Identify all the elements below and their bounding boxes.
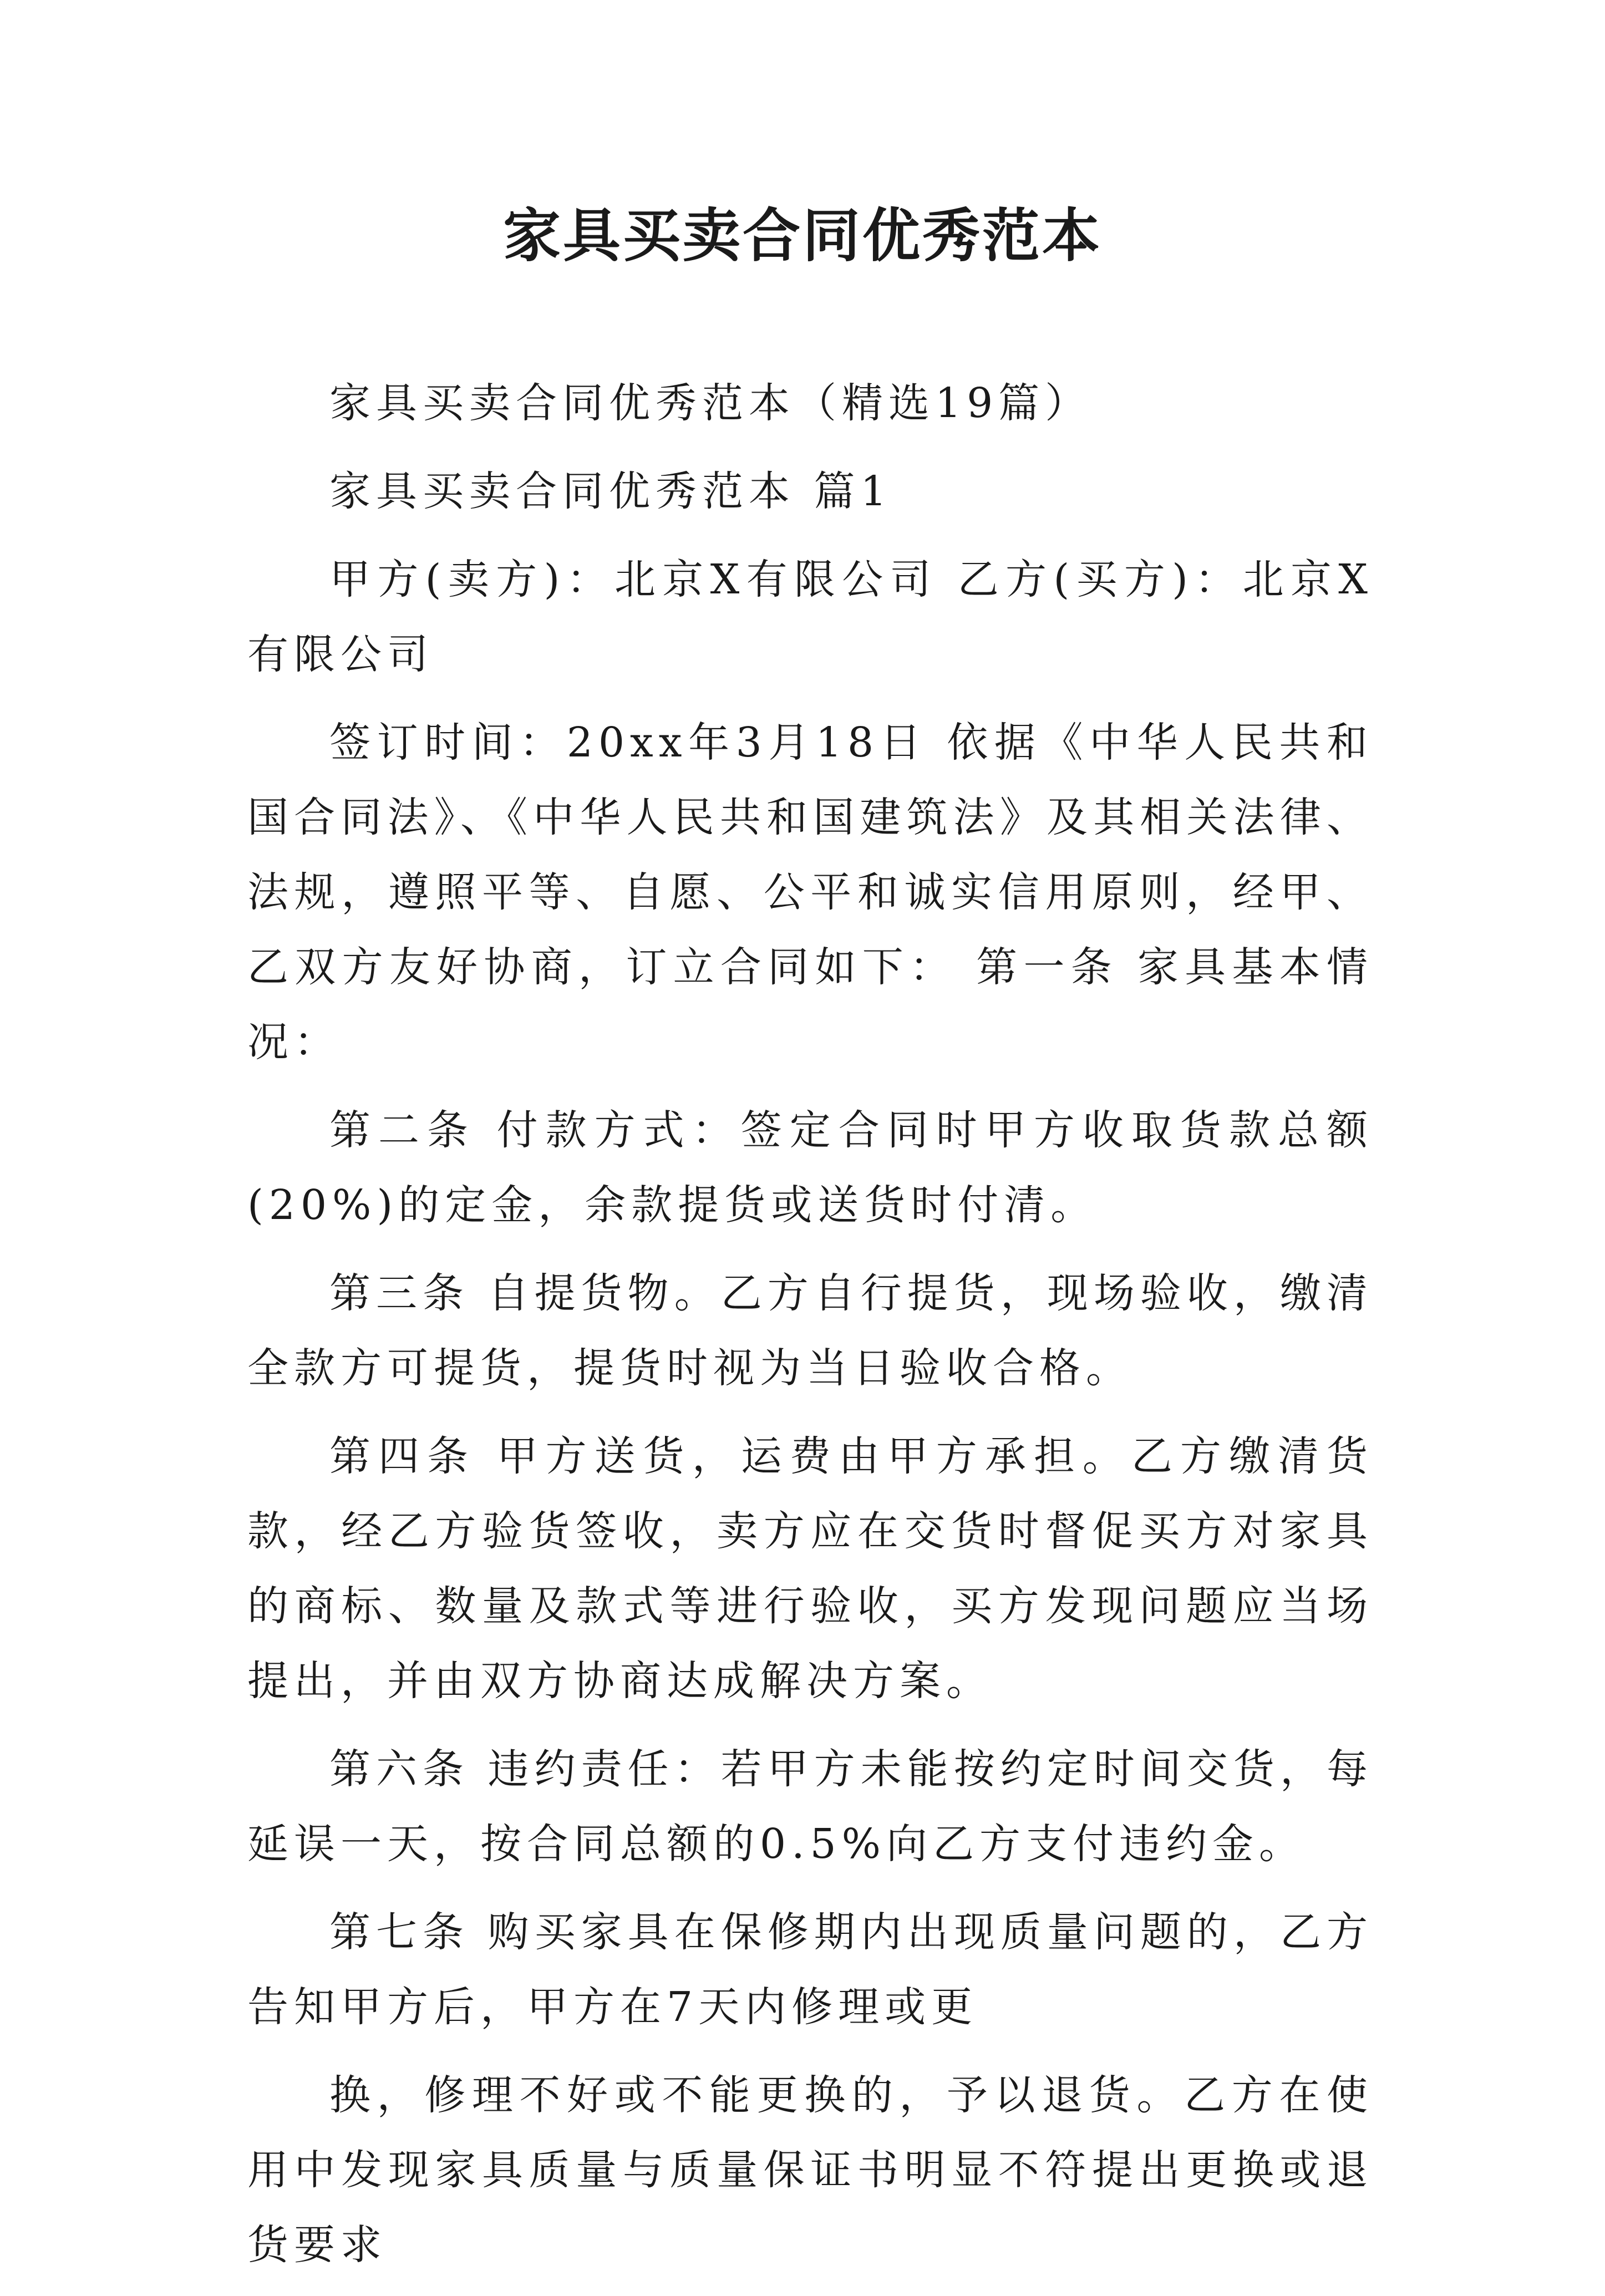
paragraph-section-heading: 家具买卖合同优秀范本 篇1 <box>329 468 892 515</box>
paragraph-article-7-continued: 换，修理不好或不能更换的，予以退货。乙方在使用中发现家具质量与质量保证书明显不符提出更换或退货要求 <box>247 2071 1373 2269</box>
paragraph-article-2: 第二条 付款方式：签定合同时甲方收取货款总额(20%)的定金，余款提货或送货时付清。 <box>247 1106 1373 1229</box>
paragraph-article-7: 第七条 购买家具在保修期内出现质量问题的，乙方告知甲方后，甲方在7天内修理或更 <box>247 1908 1373 2031</box>
paragraph-parties: 甲方(卖方)：北京X有限公司 乙方(买方)：北京X有限公司 <box>247 556 1373 678</box>
paragraph-subtitle: 家具买卖合同优秀范本（精选19篇） <box>329 379 1092 427</box>
paragraph-signing-date: 签订时间：20xx年3月18日 依据《中华人民共和国合同法》、《中华人民共和国建筑法》及其相关法律、法规，遵照平等、自愿、公平和诚实信用原则，经甲、乙双方友好协商，订立合同如下： 第一条 家具基本情况： <box>247 719 1373 1066</box>
paragraph-article-6: 第六条 违约责任：若甲方未能按约定时间交货，每延误一天，按合同总额的0.5%向乙方支付违约金。 <box>247 1745 1373 1868</box>
paragraph-article-4: 第四条 甲方送货，运费由甲方承担。乙方缴清货款，经乙方验货签收，卖方应在交货时督促买方对家具的商标、数量及款式等进行验收，买方发现问题应当场提出，并由双方协商达成解决方案。 <box>247 1433 1373 1705</box>
document-title: 家具买卖合同优秀范本 <box>502 201 1102 270</box>
paragraph-article-3: 第三条 自提货物。乙方自行提货，现场验收，缴清全款方可提货，提货时视为当日验收合格。 <box>247 1269 1373 1392</box>
document-body <box>247 366 1373 2296</box>
